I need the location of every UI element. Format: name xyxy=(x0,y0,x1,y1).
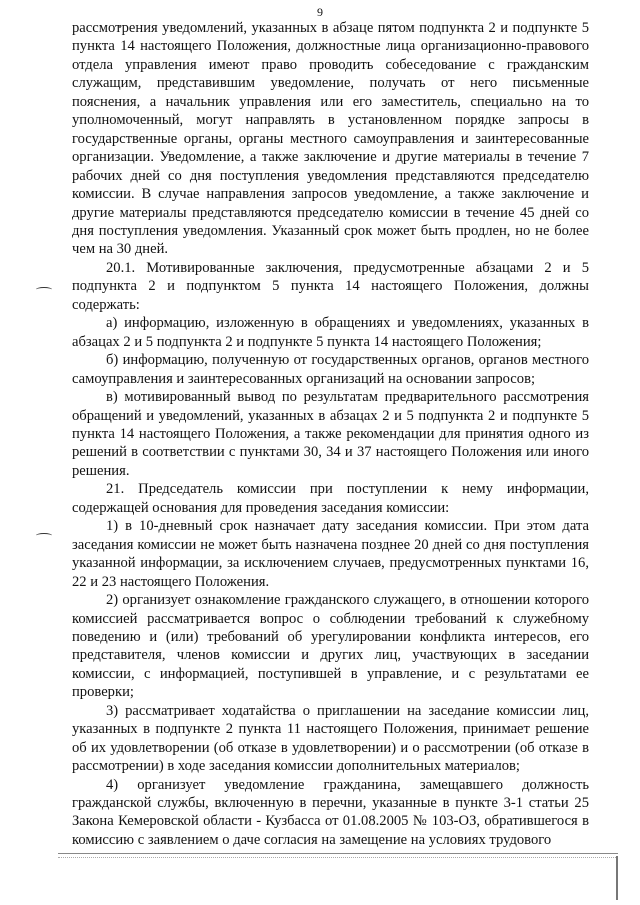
paragraph-21-3: 3) рассматривает ходатайства о приглашении на заседание комиссии лиц, указанных в подпункте 2 пункта 11 настоящего Положения, принимает решение об их удовлетворении (об отказе в удовлетворении) и о рассмотрении (об отказе в рассмотрении) в ходе заседания комиссии дополнительных материалов; xyxy=(72,702,589,775)
paragraph-21: 21. Председатель комиссии при поступлении к нему информации, содержащей основания для проведения заседания комиссии: xyxy=(72,481,589,516)
paragraph-item-a: а) информацию, изложенную в обращениях и уведомлениях, указанных в абзацах 2 и 5 подпункта 2 и подпункте 5 пункта 14 настоящего Положения; xyxy=(72,315,589,350)
footer-rule-dotted xyxy=(58,857,618,858)
paragraph-item-v: в) мотивированный вывод по результатам предварительного рассмотрения обращений и уведомлений, указанных в абзацах 2 и 5 подпункта 2 и подпункте 5 пункта 14 настоящего Положения, а также рекомендации для принятия одного из решений в соответствии с пунктами 30, 34 и 37 настоящего Положения или иного решения. xyxy=(72,389,589,479)
margin-binding-mark-lower xyxy=(36,533,52,538)
paragraph-21-4: 4) организует уведомление гражданина, замещавшего должность гражданской службы, включенную в перечни, указанные в пункте 3-1 статьи 25 Закона Кемеровской области - Кузбасса от 01.08.2005 № 103-ОЗ, обратившегося в комиссию с заявлением о даче согласия на замещение на условиях трудового xyxy=(72,776,589,848)
paragraph-item-b: б) информацию, полученную от государственных органов, органов местного самоуправления и заинтересованных организаций на основании запросов; xyxy=(72,352,589,387)
paragraph-20-1: 20.1. Мотивированные заключения, предусмотренные абзацами 2 и 5 подпункта 2 и подпунктом 5 пункта 14 настоящего Положения, должны содержать: xyxy=(72,259,589,313)
paragraph-21-1: 1) в 10-дневный срок назначает дату заседания комиссии. При этом дата заседания комиссии не может быть назначена позднее 20 дней со дня поступления указанной информации, за исключением случаев, предусмотренных пунктами 16, 22 и 23 настоящего Положения. xyxy=(72,518,589,590)
document-body xyxy=(72,19,589,849)
paragraph-21-2: 2) организует ознакомление гражданского служащего, в отношении которого комиссией рассматривается вопрос о соблюдении требований к служебному поведению и (или) требований об урегулировании конфликта интересов, его представителя, членов комиссии и других лиц, участвующих в заседании комиссии, с информацией, поступившей в управление, и с результатами ее проверки; xyxy=(72,592,589,701)
footer-edge-mark xyxy=(616,856,618,900)
margin-binding-mark-upper xyxy=(36,287,52,292)
paragraph-continuation: рассмотрения уведомлений, указанных в абзаце пятом подпункта 2 и подпункте 5 пункта 14 настоящего Положения, должностные лица организационно-правового отдела управления имеют право проводить собеседование с гражданским служащим, представившим уведомление, получать от него письменные пояснения, а начальник управления или его заместитель, специально на то уполномоченный, могут направлять в установленном порядке запросы в государственные органы, органы местного самоуправления и заинтересованные организации. Уведомление, а также заключение и другие материалы в течение 7 рабочих дней со дня поступления уведомления представляются председателю комиссии. В случае направления запросов уведомление, а также заключение и другие материалы представляются председателю комиссии в течение 45 дней со дня поступления уведомления. Указанный срок может быть продлен, но не более чем на 30 дней. xyxy=(72,20,589,258)
page-number: 9 xyxy=(317,5,323,19)
footer-rule xyxy=(58,853,618,854)
